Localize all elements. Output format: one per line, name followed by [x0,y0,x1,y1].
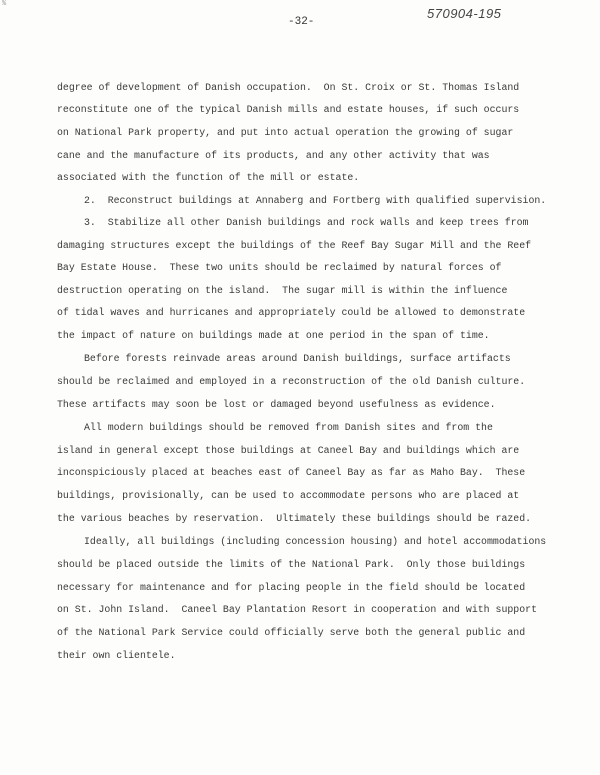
text-line: buildings, provisionally, can be used to accommodate persons who are placed at [57,490,520,501]
list-item-3: 3. Stabilize all other Danish buildings and rock walls and keep trees from [84,217,529,228]
document-stamp-number: 570904-195 [427,6,502,21]
text-line: should be placed outside the limits of the National Park. Only those buildings [57,559,526,570]
text-line: These artifacts may soon be lost or damaged beyond usefulness as evidence. [57,399,496,410]
text-line: of the National Park Service could officially serve both the general public and [57,627,526,638]
paragraph-start: All modern buildings should be removed from Danish sites and from the [84,422,493,433]
text-line: destruction operating on the island. The sugar mill is within the influence [57,285,508,296]
text-line: Bay Estate House. These two units should be reclaimed by natural forces of [57,262,502,273]
list-item-2: 2. Reconstruct buildings at Annaberg and Fortberg with qualified supervision. [84,195,547,206]
text-line: reconstitute one of the typical Danish mills and estate houses, if such occurs [57,104,520,115]
paragraph-start: Ideally, all buildings (including concession housing) and hotel accommodations [84,536,547,547]
text-line: damaging structures except the buildings of the Reef Bay Sugar Mill and the Reef [57,240,532,251]
text-line: island in general except those buildings at Caneel Bay and buildings which are [57,445,520,456]
text-line: associated with the function of the mill or estate. [57,172,360,183]
text-line: on National Park property, and put into actual operation the growing of sugar [57,127,514,138]
text-line: necessary for maintenance and for placing people in the field should be located [57,582,526,593]
text-line: degree of development of Danish occupation. On St. Croix or St. Thomas Island [57,82,520,93]
text-line: the impact of nature on buildings made at one period in the span of time. [57,330,490,341]
text-line: should be reclaimed and employed in a reconstruction of the old Danish culture. [57,376,526,387]
paragraph-start: Before forests reinvade areas around Danish buildings, surface artifacts [84,353,511,364]
corner-mark: % [2,0,7,8]
text-line: inconspiciously placed at beaches east of Caneel Bay as far as Maho Bay. These [57,467,526,478]
text-line: cane and the manufacture of its products, and any other activity that was [57,150,490,161]
page-number: -32- [288,16,315,28]
text-line: of tidal waves and hurricanes and appropriately could be allowed to demonstrate [57,307,526,318]
text-line: on St. John Island. Caneel Bay Plantation Resort in cooperation and with support [57,604,538,615]
text-line: their own clientele. [57,650,176,661]
text-line: the various beaches by reservation. Ultimately these buildings should be razed. [57,513,532,524]
